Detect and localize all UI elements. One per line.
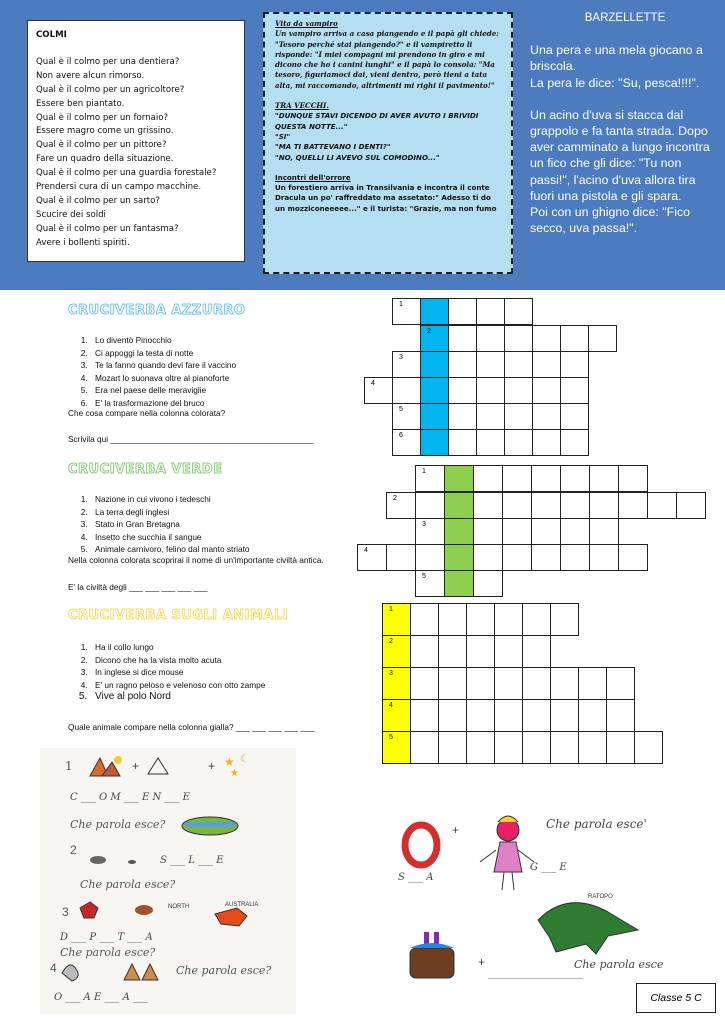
colmi-title: COLMI bbox=[36, 30, 67, 40]
crossword-cell[interactable] bbox=[420, 298, 449, 325]
moon-icon: ☾ bbox=[240, 753, 250, 765]
crossword-cell[interactable] bbox=[606, 699, 635, 732]
crossword-cell[interactable] bbox=[504, 351, 533, 378]
crossword-cell[interactable] bbox=[532, 377, 561, 404]
vampiro-text: Un vampiro arriva a casa piangendo e il papà gli chiede: "Tesoro perché stai piangendo?" e il vampiretto li risponde: "I miei compagni mi prendono in giro e mi dicono che ho i canini lunghi" e il papà lo consola: "Ma tesoro, figuriamoci dai, vieni dentro, però tieni a tata alta, mi raccomando, altrimenti mi righi il pavimento!" bbox=[275, 29, 499, 90]
verde-clue-1: 1. Nazione in cui vivono i tedeschi bbox=[90, 493, 390, 506]
crossword-cell[interactable] bbox=[438, 699, 467, 732]
right-word-2: G ___ E bbox=[530, 862, 567, 873]
azzurro-clues bbox=[50, 334, 390, 409]
azzurro-clue-3: 3. Te la fanno quando devi fare il vaccino bbox=[90, 359, 390, 372]
rebus-number-2: 2 bbox=[70, 843, 77, 857]
crossword-cell[interactable] bbox=[532, 403, 561, 430]
crossword-cell[interactable] bbox=[476, 298, 505, 325]
crossword-cell[interactable] bbox=[444, 465, 474, 492]
crossword-number: 4 bbox=[389, 702, 393, 709]
crossword-number: 5 bbox=[399, 406, 403, 413]
animali-clues bbox=[50, 641, 390, 704]
crossword-cell[interactable] bbox=[618, 544, 648, 571]
colmi-line: Qual è il colmo per un fantasma? bbox=[36, 223, 179, 234]
verde-write-line: E' la civiltà degli ___ ___ ___ ___ ___ bbox=[68, 582, 208, 592]
goose-icon bbox=[62, 965, 78, 981]
crossword-cell[interactable] bbox=[357, 544, 387, 571]
crossword-number: 5 bbox=[422, 573, 426, 580]
vecchi-line-1: "SI" bbox=[275, 131, 291, 141]
crossword-cell[interactable] bbox=[531, 518, 561, 545]
crossword-cell[interactable] bbox=[531, 465, 561, 492]
crossword-cell[interactable] bbox=[560, 465, 590, 492]
animali-write-line: ___ ___ ___ ___ ___ bbox=[235, 722, 315, 732]
crossword-cell[interactable] bbox=[560, 377, 589, 404]
crossword-cell[interactable] bbox=[392, 298, 421, 325]
azzurro-question: Che cosa compare nella colonna colorata? bbox=[68, 408, 226, 418]
australia-icon bbox=[215, 908, 247, 926]
girl-arm-icon-2 bbox=[518, 850, 534, 862]
animali-clue-3: 3. In inglese si dice mouse bbox=[90, 666, 390, 679]
colmi-box bbox=[27, 20, 245, 262]
pyramid-icon-2 bbox=[142, 964, 158, 980]
crossword-cell[interactable] bbox=[476, 377, 505, 404]
crossword-cell[interactable] bbox=[502, 544, 532, 571]
crossword-cell[interactable] bbox=[382, 635, 411, 668]
crossword-number: 2 bbox=[427, 328, 431, 335]
verde-clue-3: 3. Stato in Gran Bretagna bbox=[90, 518, 390, 531]
azzurro-clue-4: 4. Mozart lo suonava oltre al pianoforte bbox=[90, 372, 390, 385]
crossword-cell[interactable] bbox=[476, 351, 505, 378]
rebus-drawing-right-svg bbox=[388, 800, 668, 1012]
crossword-cell[interactable] bbox=[392, 403, 421, 430]
crossword-cell[interactable] bbox=[578, 667, 607, 700]
devil-icon bbox=[80, 902, 98, 918]
crossword-cell[interactable] bbox=[473, 492, 503, 519]
rebus-drawing-left bbox=[40, 748, 296, 1014]
crossword-cell[interactable] bbox=[466, 667, 495, 700]
rebus-question-3: Che parola esce? bbox=[60, 946, 156, 959]
crossword-number: 3 bbox=[399, 354, 403, 361]
crossword-cell[interactable] bbox=[410, 603, 439, 636]
crossword-cell[interactable] bbox=[415, 518, 445, 545]
verde-question: Nella colonna colorata scoprirai il nome di un'importante civiltà antica. bbox=[68, 555, 324, 565]
azzurro-write-line: Scrivila qui ____________________________________________ bbox=[68, 434, 314, 444]
cake-icon bbox=[410, 948, 454, 978]
crossword-cell[interactable] bbox=[550, 699, 579, 732]
crossword-cell[interactable] bbox=[466, 731, 495, 764]
crossword-number: 4 bbox=[371, 380, 375, 387]
colmi-line: Essere ben piantato. bbox=[36, 98, 125, 109]
crossword-cell[interactable] bbox=[589, 544, 619, 571]
crossword-cell[interactable] bbox=[522, 603, 551, 636]
animali-question bbox=[68, 722, 314, 732]
crossword-cell[interactable] bbox=[560, 351, 589, 378]
crossword-cell[interactable] bbox=[415, 570, 445, 597]
animali-title: CRUCIVERBA SUGLI ANIMALI bbox=[68, 608, 289, 623]
barzellette bbox=[530, 10, 720, 236]
rebus-number-3: 3 bbox=[62, 905, 69, 919]
crossword-cell[interactable] bbox=[444, 570, 474, 597]
girl-arm-icon bbox=[480, 850, 496, 862]
crossword-cell[interactable] bbox=[522, 699, 551, 732]
rebus-line-1: C ___ O M ___ E N ___ E bbox=[70, 792, 190, 803]
rebus-line-2: S ___ L ___ E bbox=[160, 855, 224, 866]
crossword-cell[interactable] bbox=[606, 667, 635, 700]
crossword-cell[interactable] bbox=[466, 699, 495, 732]
colmi-line: Qual è il colmo per una guardia forestale? bbox=[36, 168, 217, 179]
vecchi-line-2: "MA TI BATTEVANO I DENTI?" bbox=[275, 142, 391, 152]
rebus-question-1: Che parola esce? bbox=[70, 818, 166, 831]
letter-o-icon bbox=[405, 825, 437, 865]
colmi-line: Scucire dei soldi bbox=[36, 209, 106, 220]
orrore-text: Un forestiero arriva in Transilvania e incontra il conte Dracula un po' raffreddato ma assetato:" Adesso ti do un mozziconeeeee..." e il turista: "Grazie, ma non fumo bbox=[275, 183, 497, 213]
crossword-cell[interactable] bbox=[420, 403, 449, 430]
crossword-cell[interactable] bbox=[560, 544, 590, 571]
biscuit-icon bbox=[135, 905, 153, 915]
north-label: NORTH bbox=[168, 904, 190, 910]
girl-dress-icon bbox=[494, 842, 522, 872]
crossword-cell[interactable] bbox=[392, 351, 421, 378]
colmi-line: Qual è il colmo per un fornaio? bbox=[36, 112, 169, 123]
crossword-number: 2 bbox=[389, 638, 393, 645]
crossword-cell[interactable] bbox=[438, 635, 467, 668]
crossword-number: 5 bbox=[389, 734, 393, 741]
crossword-cell[interactable] bbox=[494, 603, 523, 636]
crossword-cell[interactable] bbox=[532, 325, 561, 352]
crossword-cell[interactable] bbox=[589, 518, 619, 545]
animali-clue-4: 4. E' un ragno peloso e velenoso con otto zampe bbox=[90, 679, 390, 692]
vecchi-line-0: "DUNQUE STAVI DICENDO DI AVER AVUTO I BRIVIDI QUESTA NOTTE..." bbox=[275, 111, 479, 131]
verde-clue-2: 2. La terra degli inglesi bbox=[90, 506, 390, 519]
crossword-cell[interactable] bbox=[382, 699, 411, 732]
crossword-cell[interactable] bbox=[550, 603, 579, 636]
animali-clue-1: 1. Ha il collo lungo bbox=[90, 641, 390, 654]
crossword-cell[interactable] bbox=[676, 492, 706, 519]
crossword-number: 3 bbox=[389, 670, 393, 677]
crossword-number: 2 bbox=[393, 495, 397, 502]
crossword-cell[interactable] bbox=[578, 699, 607, 732]
crossword-cell[interactable] bbox=[448, 403, 477, 430]
triceratops-icon bbox=[538, 903, 638, 954]
crossword-cell[interactable] bbox=[494, 731, 523, 764]
crossword-cell[interactable] bbox=[420, 351, 449, 378]
vecchi-title: TRA VECCHI. bbox=[275, 101, 329, 111]
crossword-cell[interactable] bbox=[438, 667, 467, 700]
azzurro-title: CRUCIVERBA AZZURRO bbox=[68, 303, 246, 318]
sun-icon bbox=[114, 756, 122, 764]
crossword-cell[interactable] bbox=[618, 492, 648, 519]
crossword-cell[interactable] bbox=[588, 325, 617, 352]
crossword-cell[interactable] bbox=[494, 667, 523, 700]
svg-text:___________________: ___________________ bbox=[488, 968, 583, 979]
colmi-line: Qual è il colmo per un sarto? bbox=[36, 195, 160, 206]
crossword-cell[interactable] bbox=[466, 635, 495, 668]
crossword-cell[interactable] bbox=[618, 465, 648, 492]
crossword-cell[interactable] bbox=[410, 667, 439, 700]
crossword-cell[interactable] bbox=[364, 377, 393, 404]
colmi-line: Essere magro come un grissino. bbox=[36, 126, 174, 137]
colmi-line: Qual è il colmo per un pittore? bbox=[36, 140, 167, 151]
crossword-cell[interactable] bbox=[634, 731, 663, 764]
crossword-cell[interactable] bbox=[444, 492, 474, 519]
crossword-cell[interactable] bbox=[438, 603, 467, 636]
colmi-line: Prendersi cura di un campo macchine. bbox=[36, 182, 202, 193]
svg-text:+: + bbox=[208, 759, 216, 773]
right-word-3: Che parola esce ? bbox=[574, 958, 668, 971]
crossword-number: 4 bbox=[364, 547, 368, 554]
azzurro-clue-6: 6. E' la trasformazione del bruco bbox=[90, 397, 390, 410]
animali-clue-5: 5. Vive al polo Nord bbox=[90, 691, 390, 704]
animali-clue-2: 2. Dicono che ha la vista molto acuta bbox=[90, 654, 390, 667]
crossword-cell[interactable] bbox=[473, 518, 503, 545]
orrore-title: Incontri dell'orrore bbox=[275, 172, 351, 182]
crossword-number: 6 bbox=[399, 432, 403, 439]
rebus-question-2: Che parola esce? bbox=[80, 878, 176, 891]
crossword-cell[interactable] bbox=[448, 351, 477, 378]
animali-question-text: Quale animale compare nella colonna gialla? bbox=[68, 722, 234, 732]
crossword-cell[interactable] bbox=[560, 403, 589, 430]
crossword-cell[interactable] bbox=[420, 325, 449, 352]
pyramid-icon bbox=[124, 964, 140, 980]
right-question: Che parola esce' bbox=[546, 817, 647, 831]
crossword-number: 1 bbox=[389, 606, 393, 613]
verde-clues bbox=[50, 493, 390, 556]
crossword-cell[interactable] bbox=[415, 465, 445, 492]
crossword-cell[interactable] bbox=[550, 667, 579, 700]
crossword-cell[interactable] bbox=[476, 325, 505, 352]
rebus-line-3: D ___ P ___ T ___ A bbox=[60, 932, 153, 943]
rebus-number-4: 4 bbox=[50, 961, 57, 975]
svg-text:+: + bbox=[132, 759, 140, 773]
crossword-cell[interactable] bbox=[532, 351, 561, 378]
colmi-line: Non avere alcun rimorso. bbox=[36, 70, 145, 81]
crossword-cell[interactable] bbox=[502, 492, 532, 519]
crossword-cell[interactable] bbox=[473, 570, 503, 597]
crossword-cell[interactable] bbox=[448, 298, 477, 325]
crossword-cell[interactable] bbox=[410, 731, 439, 764]
crossword-cell[interactable] bbox=[504, 403, 533, 430]
colmi-line: Qual è il colmo per una dentiera? bbox=[36, 56, 180, 67]
crossword-cell[interactable] bbox=[448, 429, 477, 456]
crossword-cell[interactable] bbox=[560, 518, 590, 545]
rock-icon bbox=[90, 856, 106, 864]
verde-title: CRUCIVERBA VERDE bbox=[68, 462, 223, 477]
crossword-cell[interactable] bbox=[444, 544, 474, 571]
crossword-cell[interactable] bbox=[476, 429, 505, 456]
girl-leg-icon bbox=[502, 872, 504, 890]
colmi-line: Avere i bollenti spiriti. bbox=[36, 237, 130, 248]
crossword-cell[interactable] bbox=[531, 492, 561, 519]
crossword-cell[interactable] bbox=[382, 603, 411, 636]
crossword-number: 1 bbox=[399, 301, 403, 308]
crossword-cell[interactable] bbox=[382, 731, 411, 764]
verde-clue-4: 4. Insetto che succhia il sangue bbox=[90, 531, 390, 544]
crossword-cell[interactable] bbox=[504, 429, 533, 456]
star-icon-2: ★ bbox=[230, 768, 239, 779]
crossword-cell[interactable] bbox=[502, 465, 532, 492]
crossword-cell[interactable] bbox=[560, 325, 589, 352]
crossword-cell[interactable] bbox=[504, 377, 533, 404]
classe-label: Classe 5 C bbox=[636, 983, 716, 1013]
ratopo-label: RATOPO bbox=[588, 894, 613, 900]
barzellette-title: BARZELLETTE bbox=[584, 12, 666, 24]
crossword-cell[interactable] bbox=[386, 544, 416, 571]
crossword-cell[interactable] bbox=[392, 429, 421, 456]
crossword-cell[interactable] bbox=[522, 731, 551, 764]
crossword-cell[interactable] bbox=[522, 667, 551, 700]
rebus-question-4: Che parola esce? bbox=[176, 964, 272, 977]
crossword-cell[interactable] bbox=[502, 518, 532, 545]
girl-head-icon bbox=[497, 819, 519, 841]
crossword-cell[interactable] bbox=[606, 731, 635, 764]
crossword-cell[interactable] bbox=[560, 492, 590, 519]
colmi-line: Qual è il colmo per un agricoltore? bbox=[36, 84, 185, 95]
crossword-cell[interactable] bbox=[589, 492, 619, 519]
crossword-cell[interactable] bbox=[494, 635, 523, 668]
vampiro-box bbox=[263, 12, 513, 274]
crossword-cell[interactable] bbox=[410, 699, 439, 732]
crossword-number: 1 bbox=[422, 468, 426, 475]
rebus-drawing-svg bbox=[40, 748, 296, 1014]
crossword-cell[interactable] bbox=[494, 699, 523, 732]
crossword-cell[interactable] bbox=[466, 603, 495, 636]
crossword-cell[interactable] bbox=[438, 731, 467, 764]
small-rock-icon bbox=[128, 860, 136, 864]
crossword-cell[interactable] bbox=[550, 731, 579, 764]
water-icon bbox=[185, 822, 235, 827]
crossword-cell[interactable] bbox=[386, 492, 416, 519]
cake-frosting-icon bbox=[410, 943, 454, 948]
star-icon: ★ bbox=[224, 755, 235, 769]
crossword-number: 3 bbox=[422, 521, 426, 528]
crossword-cell[interactable] bbox=[415, 492, 445, 519]
crossword-cell[interactable] bbox=[476, 403, 505, 430]
crossword-cell[interactable] bbox=[444, 518, 474, 545]
vecchi-line-3: "NO, QUELLI LI AVEVO SUL COMODINO..." bbox=[275, 152, 440, 162]
australia-label: AUSTRALIA bbox=[225, 902, 259, 908]
verde-clue-5: 5. Animale carnivoro, felino dal manto striato bbox=[90, 543, 390, 556]
colmi-line: Fare un quadro della situazione. bbox=[36, 154, 174, 165]
crossword-cell[interactable] bbox=[473, 465, 503, 492]
barzelletta-2: Un acino d'uva si stacca dal grappolo e fa tanta strada. Dopo aver camminato a lungo incontra un fico che gli dice: "Tu non passi!", l'acino d'uva allora tira fuori una pistola e gli spara. Poi con un ghigno dice: "Fico secco, uva passa!". bbox=[530, 107, 710, 236]
girl-hair-icon bbox=[498, 816, 518, 822]
right-word-1: S ___ A bbox=[398, 872, 434, 883]
rebus-drawing-right bbox=[388, 800, 668, 1012]
crossword-cell[interactable] bbox=[531, 544, 561, 571]
crossword-cell[interactable] bbox=[647, 492, 677, 519]
crossword-cell[interactable] bbox=[504, 325, 533, 352]
crossword-cell[interactable] bbox=[415, 544, 445, 571]
svg-text:+: + bbox=[452, 823, 460, 837]
crossword-cell[interactable] bbox=[448, 377, 477, 404]
crossword-cell[interactable] bbox=[382, 667, 411, 700]
colmi-lines bbox=[36, 56, 236, 251]
rebus-line-4: O ___ A E ___ A ___ bbox=[54, 992, 149, 1003]
crossword-cell[interactable] bbox=[504, 298, 533, 325]
azzurro-clue-2: 2. Ci appoggi la testa di notte bbox=[90, 347, 390, 360]
mountain-outline-icon bbox=[148, 758, 168, 774]
crossword-cell[interactable] bbox=[410, 635, 439, 668]
crossword-cell[interactable] bbox=[473, 544, 503, 571]
crossword-cell[interactable] bbox=[589, 465, 619, 492]
vampiro-title: Vita da vampiro bbox=[275, 19, 338, 28]
girl-leg-icon-2 bbox=[512, 872, 514, 890]
svg-text:+: + bbox=[478, 955, 486, 969]
crossword-cell[interactable] bbox=[522, 635, 551, 668]
rebus-number-1: 1 bbox=[65, 759, 73, 773]
azzurro-clue-1: 1. Lo diventò Pinocchio bbox=[90, 334, 390, 347]
barzelletta-1: Una pera e una mela giocano a briscola. La pera le dice: "Su, pesca!!!!". bbox=[530, 43, 703, 90]
crossword-cell[interactable] bbox=[560, 429, 589, 456]
crossword-cell[interactable] bbox=[420, 377, 449, 404]
crossword-cell[interactable] bbox=[392, 377, 421, 404]
crossword-cell[interactable] bbox=[532, 429, 561, 456]
crossword-cell[interactable] bbox=[420, 429, 449, 456]
azzurro-clue-5: 5. Era nel paese delle meraviglie bbox=[90, 384, 390, 397]
crossword-cell[interactable] bbox=[578, 731, 607, 764]
crossword-cell[interactable] bbox=[448, 325, 477, 352]
